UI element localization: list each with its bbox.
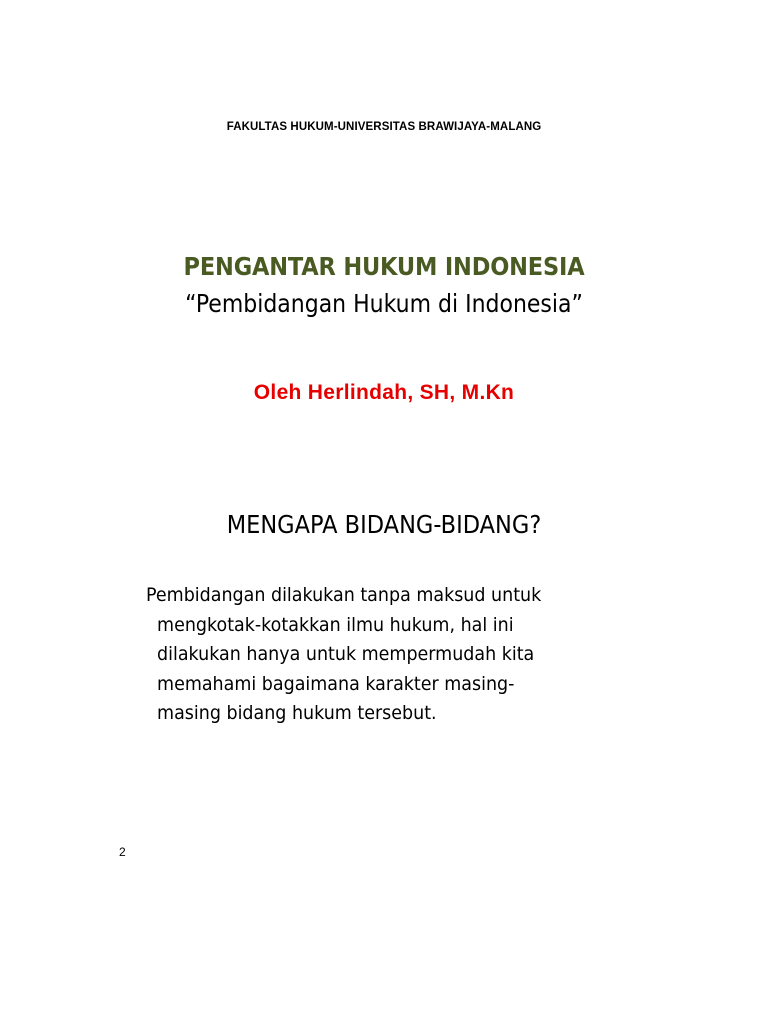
author-line: Oleh Herlindah, SH, M.Kn [253, 381, 515, 404]
paragraph-line: masing bidang hukum tersebut. [157, 702, 437, 724]
paragraph-line: Pembidangan dilakukan tanpa maksud untuk [146, 584, 542, 606]
institution-header: FAKULTAS HUKUM-UNIVERSITAS BRAWIJAYA-MALANG [226, 121, 542, 133]
paragraph-line: memahami bagaimana karakter masing- [157, 672, 515, 695]
document-subtitle: “Pembidangan Hukum di Indonesia” [185, 289, 583, 318]
document-title: PENGANTAR HUKUM INDONESIA [183, 252, 585, 281]
page-number: 2 [119, 845, 126, 859]
section-heading: MENGAPA BIDANG-BIDANG? [226, 510, 542, 539]
paragraph-line: mengkotak-kotakkan ilmu hukum, hal ini [157, 613, 514, 636]
paragraph-line: dilakukan hanya untuk mempermudah kita [157, 643, 535, 665]
section-paragraph [146, 581, 624, 729]
